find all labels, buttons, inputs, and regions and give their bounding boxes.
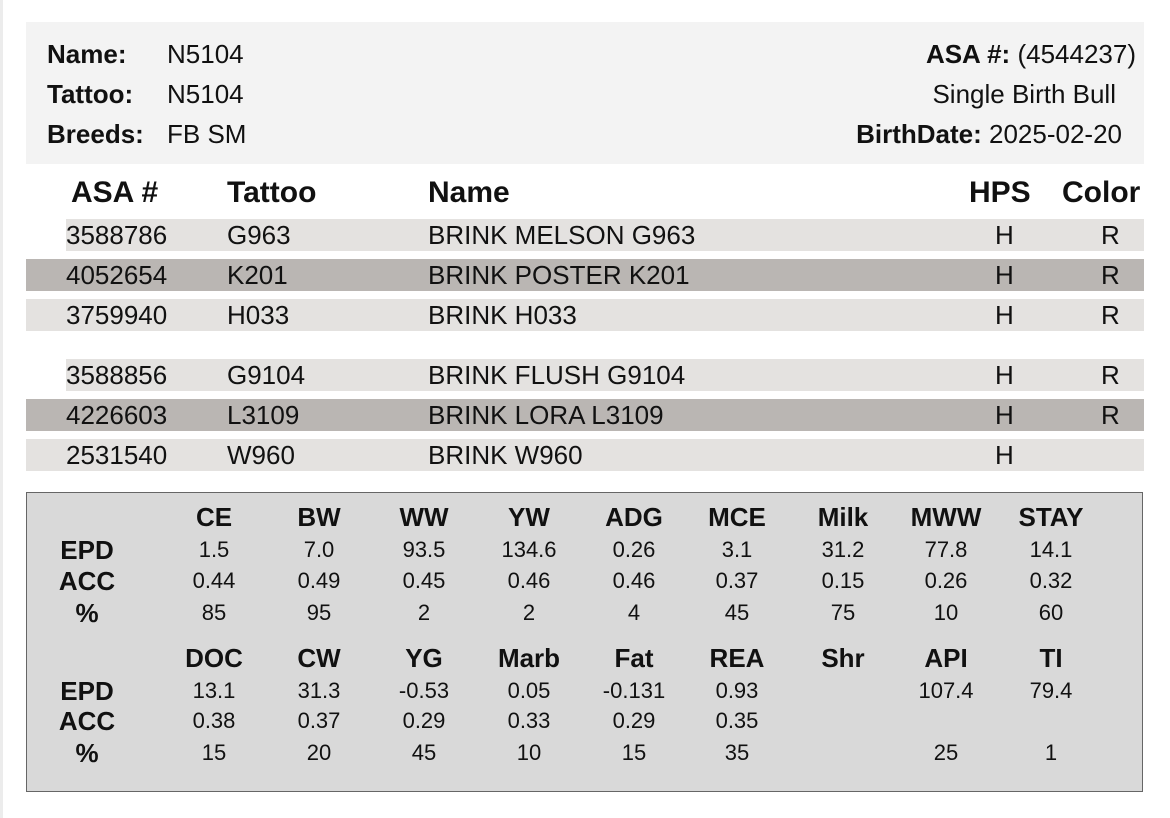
- row-tattoo: L3109: [227, 400, 300, 430]
- row-asa: 2531540: [66, 440, 168, 470]
- row-color: R: [1101, 360, 1120, 390]
- epd-value: 13.1: [192, 678, 236, 703]
- pct-value: 1: [1044, 740, 1058, 765]
- epd-value: 14.1: [1029, 537, 1073, 562]
- pedigree-row-sire: [66, 219, 1144, 251]
- row-color: R: [1101, 400, 1120, 430]
- epd-value: 93.5: [402, 537, 446, 562]
- row-name: BRINK MELSON G963: [428, 220, 696, 250]
- pct-value: 20: [306, 740, 332, 765]
- row-hps: H: [995, 440, 1014, 470]
- col-header-asa: ASA #: [71, 176, 159, 209]
- pct-value: 45: [724, 600, 750, 625]
- name-label: Name:: [47, 39, 127, 69]
- epd-value: -0.53: [398, 678, 450, 703]
- trait-header: REA: [709, 643, 765, 673]
- row-hps: H: [995, 260, 1014, 290]
- pedigree-row-dam-dam: [26, 439, 1144, 471]
- trait-header: MWW: [910, 502, 982, 532]
- epd-value: 3.1: [721, 537, 753, 562]
- epd-value: 134.6: [501, 537, 557, 562]
- epd-value: 107.4: [918, 678, 974, 703]
- pct-value: 25: [933, 740, 959, 765]
- trait-header: MCE: [708, 502, 766, 532]
- epd-value: -0.131: [602, 678, 666, 703]
- acc-value: 0.35: [715, 708, 759, 733]
- col-header-color: Color: [1062, 176, 1141, 209]
- epd-value: 0.93: [715, 678, 759, 703]
- pedigree-row-sire-sire: [26, 259, 1144, 291]
- asa-line: [926, 39, 1136, 69]
- acc-value: 0.38: [192, 708, 236, 733]
- row-name: BRINK POSTER K201: [428, 260, 690, 290]
- epd-value: 0.26: [612, 537, 656, 562]
- animal-header: [26, 22, 1144, 164]
- pct-row-label: %: [75, 598, 99, 628]
- acc-value: 0.15: [821, 568, 865, 593]
- trait-header: STAY: [1018, 502, 1084, 532]
- acc-value: 0.49: [297, 568, 341, 593]
- row-hps: H: [995, 220, 1014, 250]
- birthdate-value: 2025-02-20: [989, 119, 1122, 149]
- trait-header: ADG: [605, 502, 663, 532]
- tattoo-value: N5104: [167, 79, 244, 109]
- acc-row-label: ACC: [58, 706, 116, 736]
- birth-type: Single Birth Bull: [932, 79, 1116, 109]
- trait-header: DOC: [185, 643, 243, 673]
- birthdate-line: [856, 119, 1122, 149]
- epd-value: 7.0: [303, 537, 335, 562]
- pct-value: 2: [417, 600, 431, 625]
- trait-header: WW: [399, 502, 449, 532]
- acc-value: 0.46: [507, 568, 551, 593]
- trait-header: Marb: [497, 643, 561, 673]
- pct-value: 2: [522, 600, 536, 625]
- epd-table: [26, 492, 1143, 792]
- pct-value: 60: [1038, 600, 1064, 625]
- row-name: BRINK LORA L3109: [428, 400, 664, 430]
- row-name: BRINK W960: [428, 440, 583, 470]
- acc-value: 0.33: [507, 708, 551, 733]
- epd-row-label: EPD: [60, 676, 114, 706]
- birthdate-label: BirthDate:: [856, 119, 982, 149]
- breeds-line: [47, 119, 246, 149]
- row-name: BRINK FLUSH G9104: [428, 360, 686, 390]
- epd-value: 0.05: [507, 678, 551, 703]
- pct-value: 15: [201, 740, 227, 765]
- trait-header: API: [924, 643, 968, 673]
- col-header-hps: HPS: [969, 176, 1031, 209]
- epd-value: 77.8: [924, 537, 968, 562]
- pct-row-label: %: [75, 738, 99, 768]
- breeds-label: Breeds:: [47, 119, 144, 149]
- name-value: N5104: [167, 39, 244, 69]
- row-color: R: [1101, 220, 1120, 250]
- acc-value: 0.45: [402, 568, 446, 593]
- row-asa: 3759940: [66, 300, 168, 330]
- acc-value: 0.37: [297, 708, 341, 733]
- epd-value: 79.4: [1029, 678, 1073, 703]
- row-name: BRINK H033: [428, 300, 577, 330]
- pct-value: 4: [627, 600, 641, 625]
- trait-header: BW: [297, 502, 341, 532]
- row-hps: H: [995, 400, 1014, 430]
- tattoo-label: Tattoo:: [47, 79, 134, 109]
- pct-value: 85: [201, 600, 227, 625]
- acc-value: 0.46: [612, 568, 656, 593]
- row-hps: H: [995, 360, 1014, 390]
- pedigree-row-dam-sire: [26, 399, 1144, 431]
- pedigree-row-dam: [66, 359, 1144, 391]
- trait-header: CE: [195, 502, 233, 532]
- pedigree-row-sire-dam: [26, 299, 1144, 331]
- pct-value: 15: [621, 740, 647, 765]
- pct-value: 10: [933, 600, 959, 625]
- trait-header: Milk: [817, 502, 869, 532]
- acc-row-label: ACC: [58, 566, 116, 596]
- breeds-value: FB SM: [167, 119, 247, 149]
- acc-value: 0.44: [192, 568, 236, 593]
- trait-header: CW: [297, 643, 341, 673]
- asa-label: ASA #:: [925, 39, 1011, 69]
- row-hps: H: [995, 300, 1014, 330]
- acc-value: 0.29: [612, 708, 656, 733]
- row-tattoo: H033: [227, 300, 290, 330]
- row-tattoo: K201: [227, 260, 288, 290]
- asa-value: (4544237): [1017, 39, 1136, 69]
- acc-value: 0.29: [402, 708, 446, 733]
- epd-value: 31.3: [297, 678, 341, 703]
- trait-header: YG: [405, 643, 443, 673]
- row-asa: 3588786: [66, 220, 168, 250]
- acc-value: 0.37: [715, 568, 759, 593]
- tattoo-line: [47, 79, 244, 109]
- col-header-tattoo: Tattoo: [227, 176, 317, 209]
- row-tattoo: W960: [227, 440, 295, 470]
- name-line: [47, 39, 244, 69]
- row-asa: 3588856: [66, 360, 168, 390]
- row-color: R: [1101, 260, 1120, 290]
- epd-value: 1.5: [198, 537, 230, 562]
- pct-value: 10: [516, 740, 542, 765]
- acc-value: 0.26: [924, 568, 968, 593]
- row-color: R: [1101, 300, 1120, 330]
- pct-value: 35: [724, 740, 750, 765]
- pct-value: 95: [306, 600, 332, 625]
- epd-value: 31.2: [821, 537, 865, 562]
- pct-value: 75: [830, 600, 856, 625]
- trait-header: Fat: [614, 643, 654, 673]
- row-asa: 4052654: [66, 260, 168, 290]
- trait-header: YW: [508, 502, 550, 532]
- row-tattoo: G963: [227, 220, 291, 250]
- acc-value: 0.32: [1029, 568, 1073, 593]
- pct-value: 45: [411, 740, 437, 765]
- epd-row-label: EPD: [60, 535, 114, 565]
- col-header-name: Name: [428, 176, 510, 209]
- trait-header: TI: [1039, 643, 1063, 673]
- trait-header: Shr: [821, 643, 865, 673]
- page-edge: [0, 0, 3, 818]
- row-tattoo: G9104: [227, 360, 306, 390]
- row-asa: 4226603: [66, 400, 168, 430]
